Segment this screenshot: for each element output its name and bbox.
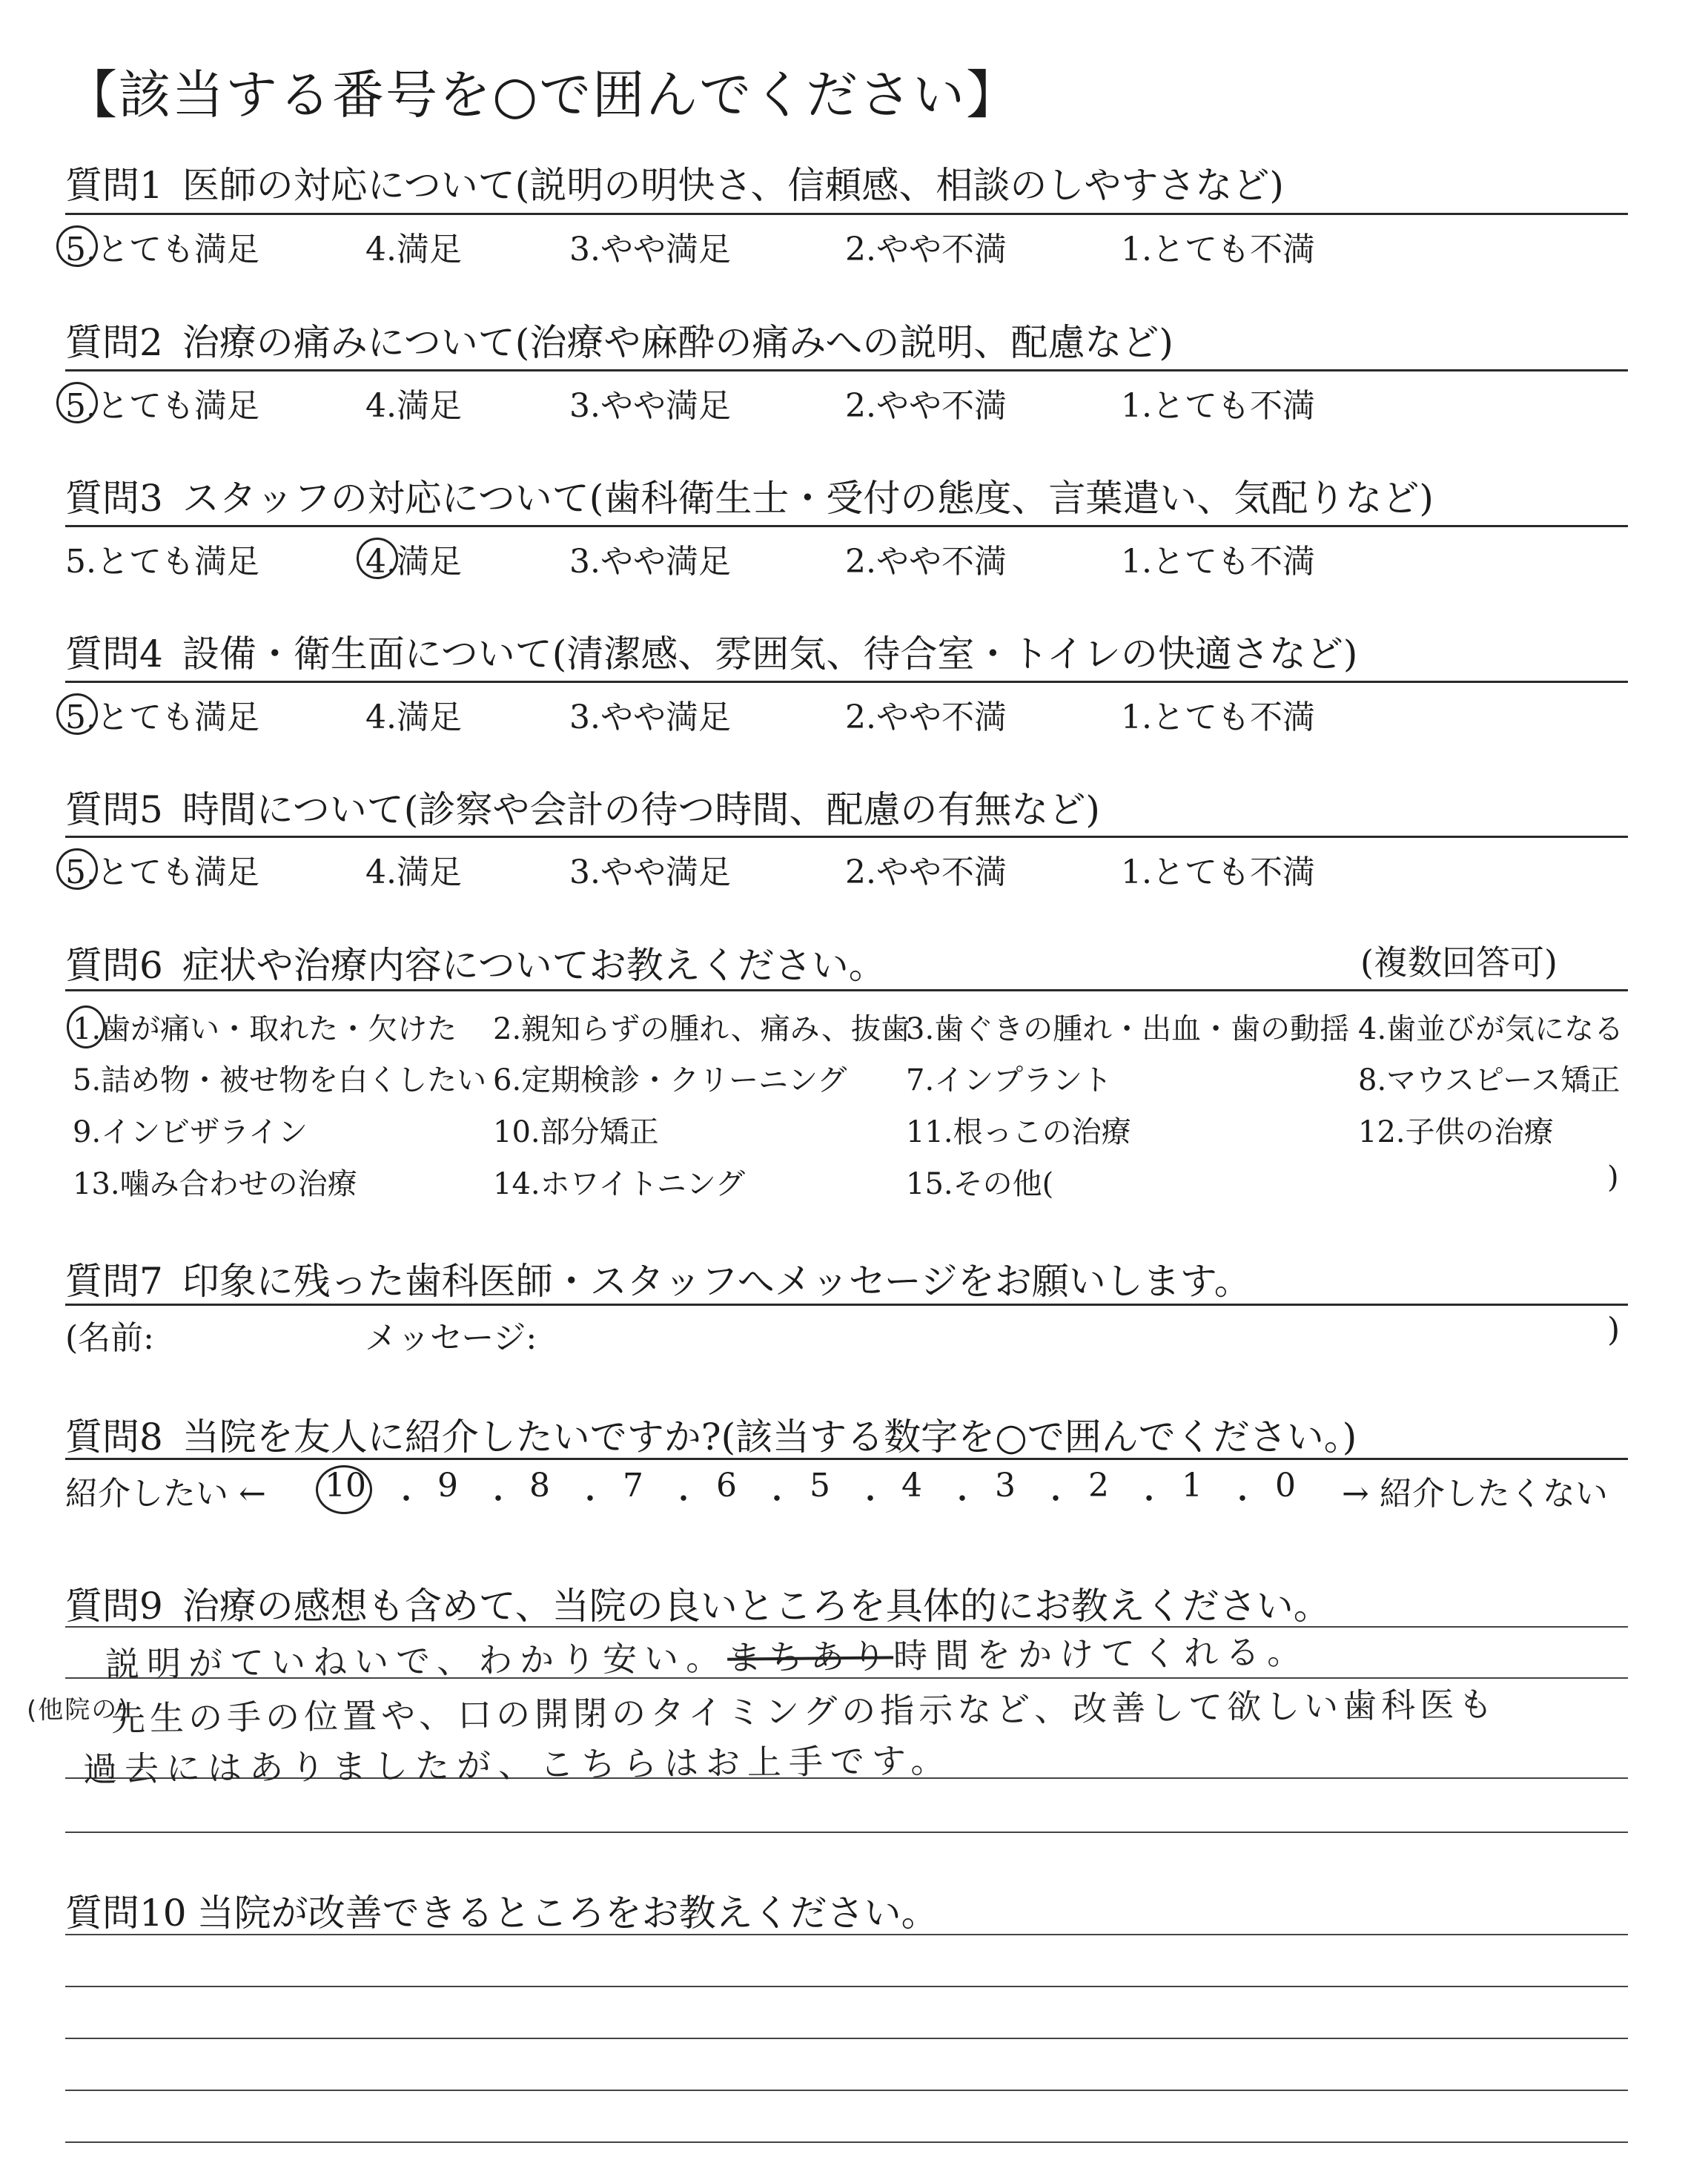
question-number: 質問5 xyxy=(65,788,163,831)
scale-7[interactable]: 7 xyxy=(623,1467,643,1505)
question-number: 質問3 xyxy=(65,477,163,520)
question-text: 印象に残った歯科医師・スタッフへメッセージをお願いします。 xyxy=(182,1260,1251,1303)
answer-line xyxy=(65,1626,1628,1628)
divider xyxy=(65,989,1628,991)
separator: ・ xyxy=(391,1482,421,1516)
question-number: 質問6 xyxy=(65,944,163,987)
scale-6[interactable]: 6 xyxy=(716,1467,737,1505)
message-close: ) xyxy=(1607,1311,1621,1349)
message-field-label: メッセージ: xyxy=(365,1319,537,1357)
question-text: 当院を友人に紹介したいですか?(該当する数字を○で囲んでください。) xyxy=(182,1416,1357,1459)
q5-option-2[interactable]: 2.やや不満 xyxy=(845,853,1007,891)
separator: ・ xyxy=(575,1482,605,1516)
q6-item-15[interactable]: 15.その他( xyxy=(906,1167,1054,1201)
scale-8[interactable]: 8 xyxy=(529,1467,550,1505)
q1-option-2[interactable]: 2.やや不満 xyxy=(845,231,1007,268)
q3-option-1[interactable]: 1.とても不満 xyxy=(1121,543,1315,581)
question-text: 症状や治療内容についてお教えください。 xyxy=(182,944,886,987)
handwritten-text: 時間をかけてくれる。 xyxy=(893,1631,1309,1677)
question-3-title xyxy=(65,469,1434,522)
scale-4[interactable]: 4 xyxy=(901,1467,922,1505)
answer-line xyxy=(65,1832,1628,1833)
q6-item-12[interactable]: 12.子供の治療 xyxy=(1358,1115,1554,1149)
q4-option-3[interactable]: 3.やや満足 xyxy=(569,698,731,736)
divider xyxy=(65,1304,1628,1306)
q1-option-3[interactable]: 3.やや満足 xyxy=(569,231,731,268)
question-number: 質問2 xyxy=(65,321,163,364)
question-text: 時間について(診察や会計の待つ時間、配慮の有無など) xyxy=(182,788,1100,831)
question-2-title xyxy=(65,313,1174,366)
q6-item-11[interactable]: 11.根っこの治療 xyxy=(906,1115,1131,1149)
q6-other-close: ) xyxy=(1607,1160,1619,1195)
divider xyxy=(65,525,1628,527)
q2-option-3[interactable]: 3.やや満足 xyxy=(569,387,731,425)
name-field-label: (名前: xyxy=(65,1319,154,1357)
divider xyxy=(65,681,1628,683)
q3-option-4[interactable]: 4.満足 xyxy=(365,535,462,582)
question-number: 質問1 xyxy=(65,164,163,207)
q4-option-2[interactable]: 2.やや不満 xyxy=(845,698,1007,736)
question-9-title xyxy=(65,1576,1331,1630)
q4-option-4[interactable]: 4.満足 xyxy=(365,698,462,736)
question-10-title xyxy=(65,1883,939,1937)
separator: ・ xyxy=(947,1482,977,1516)
q3-option-5[interactable]: 5.とても満足 xyxy=(65,543,259,581)
q2-option-4[interactable]: 4.満足 xyxy=(365,387,462,425)
question-text: 治療の痛みについて(治療や麻酔の痛みへの説明、配慮など) xyxy=(182,321,1174,364)
q6-item-13[interactable]: 13.噛み合わせの治療 xyxy=(73,1167,357,1201)
scale-0[interactable]: 0 xyxy=(1275,1467,1296,1505)
handwritten-answer-line-3: 過去にはありましたが、こちらはお上手です。 xyxy=(82,1740,953,1790)
q6-item-1[interactable]: 1.歯が痛い・取れた・欠けた xyxy=(73,1005,457,1048)
question-text: スタッフの対応について(歯科衛生士・受付の態度、言葉遣い、気配りなど) xyxy=(182,477,1434,520)
question-4-title xyxy=(65,624,1357,678)
separator: ・ xyxy=(1228,1482,1257,1516)
q6-item-6[interactable]: 6.定期検診・クリーニング xyxy=(493,1063,847,1097)
scale-10[interactable]: 10 xyxy=(325,1467,366,1505)
q1-option-1[interactable]: 1.とても不満 xyxy=(1121,231,1315,268)
scale-2[interactable]: 2 xyxy=(1088,1467,1109,1505)
divider xyxy=(65,1458,1628,1460)
q6-item-9[interactable]: 9.インビザライン xyxy=(73,1115,308,1149)
q4-option-5[interactable]: 5.とても満足 xyxy=(65,690,259,738)
handwritten-answer-line-2: 先生の手の位置や、口の開閉のタイミングの指示など、改善して欲しい歯科医も xyxy=(110,1684,1497,1739)
scale-3[interactable]: 3 xyxy=(995,1467,1016,1505)
q2-option-1[interactable]: 1.とても不満 xyxy=(1121,387,1315,425)
q2-option-2[interactable]: 2.やや不満 xyxy=(845,387,1007,425)
question-5-title xyxy=(65,780,1100,833)
separator: ・ xyxy=(1041,1482,1070,1516)
q6-item-14[interactable]: 14.ホワイトニング xyxy=(493,1167,746,1201)
scale-9[interactable]: 9 xyxy=(437,1467,458,1505)
question-text: 医師の対応について(説明の明快さ、信頼感、相談のしやすさなど) xyxy=(182,164,1284,207)
q2-option-5[interactable]: 5.とても満足 xyxy=(65,379,259,426)
q4-option-1[interactable]: 1.とても不満 xyxy=(1121,698,1315,736)
question-6-title xyxy=(65,936,886,989)
question-number: 質問8 xyxy=(65,1416,163,1459)
separator: ・ xyxy=(762,1482,792,1516)
q5-option-5[interactable]: 5.とても満足 xyxy=(65,845,259,893)
divider xyxy=(65,836,1628,838)
separator: ・ xyxy=(669,1482,698,1516)
separator: ・ xyxy=(855,1482,885,1516)
q5-option-4[interactable]: 4.満足 xyxy=(365,853,462,891)
divider xyxy=(65,213,1628,215)
q6-item-10[interactable]: 10.部分矯正 xyxy=(493,1115,659,1149)
question-7-title xyxy=(65,1252,1251,1305)
separator: ・ xyxy=(483,1482,513,1516)
answer-line xyxy=(65,1986,1628,1987)
struck-text: まちあり xyxy=(726,1636,894,1678)
answer-line xyxy=(65,1934,1628,1935)
q6-item-5[interactable]: 5.詰め物・被せ物を白くしたい xyxy=(73,1063,487,1097)
q5-option-3[interactable]: 3.やや満足 xyxy=(569,853,731,891)
question-number: 質問9 xyxy=(65,1585,163,1628)
handwritten-margin-note: (他院の) xyxy=(26,1694,130,1725)
multiple-answers-note: (複数回答可) xyxy=(1360,942,1558,982)
separator: ・ xyxy=(1134,1482,1164,1516)
question-text: 設備・衛生面について(清潔感、雰囲気、待合室・トイレの快適さなど) xyxy=(182,633,1358,676)
question-number: 質問10 xyxy=(65,1892,187,1935)
q5-option-1[interactable]: 1.とても不満 xyxy=(1121,853,1315,891)
q1-option-4[interactable]: 4.満足 xyxy=(365,231,462,268)
q6-item-3[interactable]: 3.歯ぐきの腫れ・出血・歯の動揺 xyxy=(906,1012,1350,1046)
question-8-title xyxy=(65,1407,1357,1461)
q6-item-4[interactable]: 4.歯並びが気になる xyxy=(1358,1012,1624,1046)
q6-item-2[interactable]: 2.親知らずの腫れ、痛み、抜歯 xyxy=(493,1012,910,1046)
not-recommend-label: → 紹介したくない xyxy=(1342,1475,1608,1513)
q3-option-3[interactable]: 3.やや満足 xyxy=(569,543,731,581)
question-text: 当院が改善できるところをお教えください。 xyxy=(196,1892,939,1935)
answer-line xyxy=(65,2141,1628,2143)
scale-1[interactable]: 1 xyxy=(1182,1467,1202,1505)
question-number: 質問7 xyxy=(65,1260,163,1303)
answer-line xyxy=(65,2090,1628,2091)
q1-option-5[interactable]: 5.とても満足 xyxy=(65,222,259,270)
divider xyxy=(65,369,1628,371)
instruction-header: 【該当する番号を○で囲んでください】 xyxy=(65,65,1020,125)
question-1-title xyxy=(65,156,1284,209)
q6-item-7[interactable]: 7.インプラント xyxy=(906,1063,1113,1097)
question-text: 治療の感想も含めて、当院の良いところを具体的にお教えください。 xyxy=(182,1585,1331,1628)
question-number: 質問4 xyxy=(65,633,163,676)
q6-item-8[interactable]: 8.マウスピース矯正 xyxy=(1358,1063,1621,1097)
q3-option-2[interactable]: 2.やや不満 xyxy=(845,543,1007,581)
scale-5[interactable]: 5 xyxy=(810,1467,830,1505)
recommend-label: 紹介したい ← xyxy=(65,1475,266,1513)
answer-line xyxy=(65,2038,1628,2039)
handwritten-text: 説明がていねいで、わかり安い。 xyxy=(105,1637,728,1685)
